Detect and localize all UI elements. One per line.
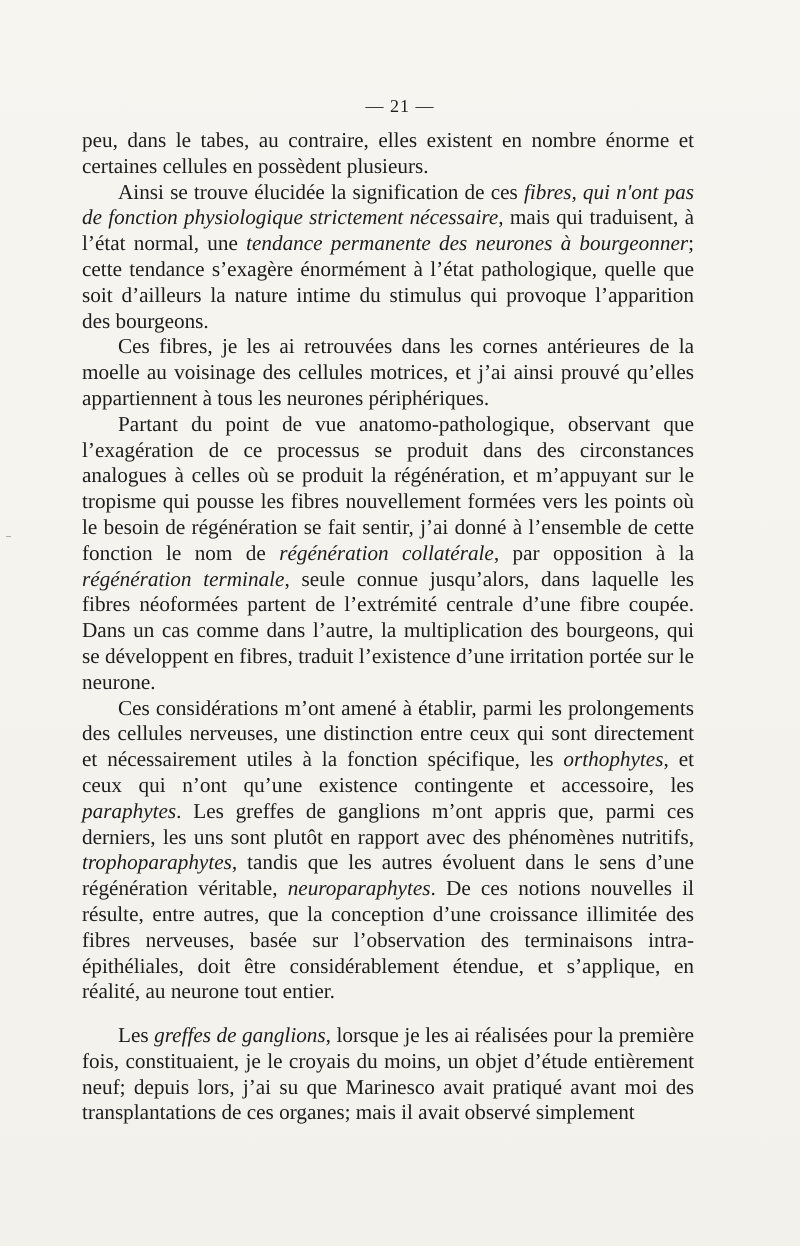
text-run: Ainsi se trouve élucidée la signification de ces bbox=[118, 179, 524, 204]
paragraph-considerations bbox=[82, 696, 694, 1006]
text-run: . Les greffes de ganglions m’ont appris que, parmi ces derniers, les uns sont plutôt en rapport avec des phénomènes nutritifs, bbox=[82, 798, 694, 849]
italic-text: paraphytes bbox=[82, 798, 177, 823]
italic-text: régénération terminale bbox=[82, 566, 285, 591]
paragraph-significance bbox=[82, 180, 694, 335]
italic-text: neuroparaphytes bbox=[287, 876, 431, 901]
text-run: , mais qui traduisent, à l’état normal, une bbox=[82, 205, 695, 256]
italic-text: régénération collatérale bbox=[279, 540, 494, 565]
text-run: , seule connue jusqu’alors, dans laquelle les fibres néoformées partent de l’extrémité centrale d’une fibre coupée. Dans un cas comme dans l’autre, la multiplication des bourgeons, qui se développent en fibres, traduit l’existence d’une irritation portée sur le neurone. bbox=[82, 566, 694, 694]
paragraph-regeneration bbox=[82, 412, 694, 696]
page-number: — 21 — bbox=[365, 96, 435, 116]
text-run: , et ceux qui n’ont qu’une existence contingente et accessoire, les bbox=[82, 747, 694, 797]
text-run: Les bbox=[118, 1023, 155, 1048]
paragraph-fibres-moelle: Ces fibres, je les ai retrouvées dans les cornes antérieures de la moelle au voisinage des cellules motrices, et j’ai ainsi prouvé qu’elles appartiennent à tous les neurones périphériques. bbox=[82, 334, 694, 410]
paragraph-greffes bbox=[82, 1023, 694, 1126]
italic-text: greffes de ganglions bbox=[154, 1023, 326, 1048]
italic-text: orthophytes bbox=[563, 747, 664, 772]
paragraph-continuation: peu, dans le tabes, au contraire, elles existent en nombre énorme et certaines cellules en possèdent plusieurs. bbox=[82, 128, 694, 178]
text-run: Ces considérations m’ont amené à établir, parmi les prolongements des cellules nerveuses, une distinction entre ceux qui sont directement et nécessairement utiles à la fonction spécifique, les bbox=[82, 695, 694, 772]
margin-mark bbox=[6, 536, 11, 537]
paragraph-gap bbox=[82, 1005, 694, 1023]
text-run: Partant du point de vue anatomo-pathologique, observant que l’exagération de ce processus se produit dans des circonstances analogues à celles où se produit la régénération, et m’appuyant sur le tropisme qui pousse les fibres nouvellement formées vers les points où le besoin de régénération se fait sentir, j’ai donné à l’ensemble de cette fonction le nom de bbox=[82, 411, 694, 565]
text-run: . De ces notions nouvelles il résulte, entre autres, que la conception d’une croissance illimitée des fibres nerveuses, basée sur l’observation des terminaisons intra-épithéliales, doit être considérablement étendue, et s’applique, en réalité, au neurone tout entier. bbox=[82, 876, 694, 1004]
italic-text: fibres, qui n'ont pas de fonction physiologique strictement nécessaire bbox=[82, 179, 694, 230]
italic-text: tendance permanente des neurones à bourgeonner bbox=[246, 231, 689, 256]
text-run: , lorsque je les ai réalisées pour la première fois, constituaient, je le croyais du moins, un objet d’étude entièrement neuf; depuis lors, j’ai su que Marinesco avait pratiqué avant moi des transplantations de ces organes; mais il avait observé simplement bbox=[82, 1023, 694, 1125]
text-run: , tandis que les autres évoluent dans le sens d’une régénération véritable, bbox=[82, 850, 694, 901]
text-run: ; cette tendance s’exagère énormément à l’état pathologique, quelle que soit d’ailleurs la nature intime du stimulus qui provoque l’apparition des bourgeons. bbox=[82, 231, 694, 333]
italic-text: trophoparaphytes bbox=[82, 850, 232, 875]
body-text bbox=[82, 128, 694, 1126]
text-run: , par opposition à la bbox=[493, 540, 694, 565]
